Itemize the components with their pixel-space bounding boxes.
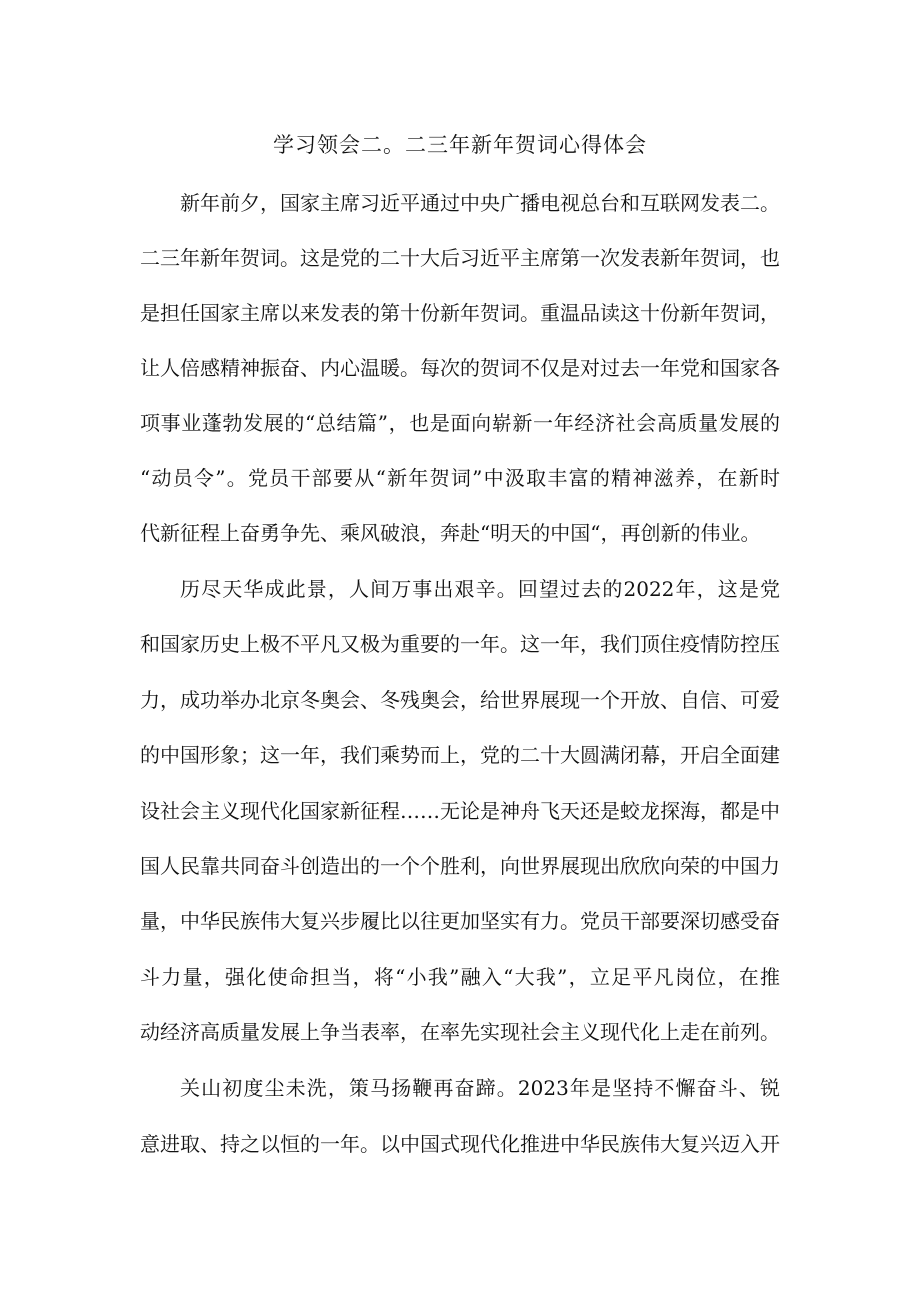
paragraph-2-line-3: 力，成功举办北京冬奥会、冬残奥会，给世界展现一个开放、自信、可爱: [140, 688, 780, 712]
paragraph-2-line-4: 的中国形象；这一年，我们乘势而上，党的二十大圆满闭幕，开启全面建: [140, 743, 780, 767]
paragraph-1-line-2: 二三年新年贺词。这是党的二十大后习近平主席第一次发表新年贺词，也: [140, 246, 780, 270]
paragraph-1-line-5: 项事业蓬勃发展的“总结篇”，也是面向崭新一年经济社会高质量发展的: [140, 411, 780, 435]
document-title: 学习领会二。二三年新年贺词心得体会: [273, 133, 647, 157]
paragraph-3-line-1: 关山初度尘未洗，策马扬鞭再奋蹄。2023年是坚持不懈奋斗、锐: [180, 1076, 780, 1100]
paragraph-2-line-2: 和国家历史上极不平凡又极为重要的一年。这一年，我们顶住疫情防控压: [140, 632, 780, 656]
paragraph-3-line-2: 意进取、持之以恒的一年。以中国式现代化推进中华民族伟大复兴迈入开: [140, 1132, 780, 1156]
paragraph-1-line-6: “动员令”。党员干部要从“新年贺词”中汲取丰富的精神滋养，在新时: [140, 466, 780, 490]
paragraph-1-line-7: 代新征程上奋勇争先、乘风破浪，奔赴“明天的中国“，再创新的伟业。: [140, 521, 761, 545]
paragraph-1-line-4: 让人倍感精神振奋、内心温暖。每次的贺词不仅是对过去一年党和国家各: [140, 356, 780, 380]
paragraph-1-line-3: 是担任国家主席以来发表的第十份新年贺词。重温品读这十份新年贺词，: [140, 301, 780, 325]
paragraph-2-line-5: 设社会主义现代化国家新征程……无论是神舟飞天还是蛟龙探海，都是中: [140, 799, 780, 823]
paragraph-2-line-8: 斗力量，强化使命担当，将“小我”融入“大我”，立足平凡岗位，在推: [140, 965, 780, 989]
paragraph-2-line-9: 动经济高质量发展上争当表率，在率先实现社会主义现代化上走在前列。: [140, 1020, 780, 1044]
paragraph-2-line-1: 历尽天华成此景，人间万事出艰辛。回望过去的2022年，这是党: [180, 577, 780, 601]
paragraph-2-line-7: 量，中华民族伟大复兴步履比以往更加坚实有力。党员干部要深切感受奋: [140, 909, 780, 933]
paragraph-2-line-6: 国人民靠共同奋斗创造出的一个个胜利，向世界展现出欣欣向荣的中国力: [140, 854, 780, 878]
paragraph-1-line-1: 新年前夕，国家主席习近平通过中央广播电视总台和互联网发表二。: [180, 191, 780, 215]
